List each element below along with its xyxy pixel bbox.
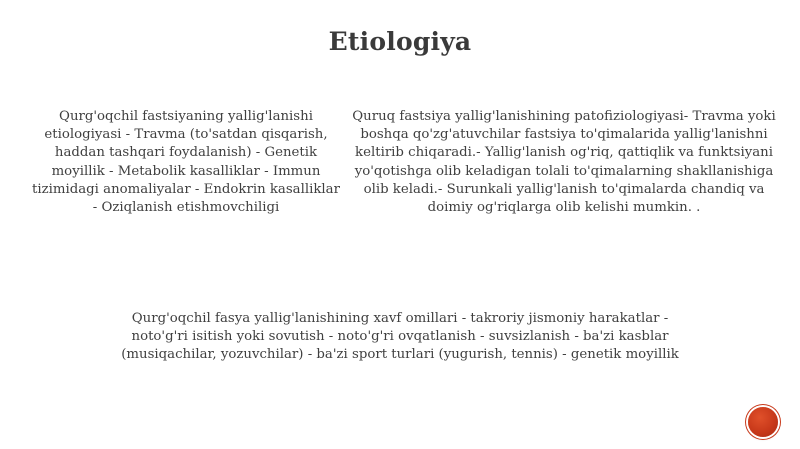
circle-nav-icon[interactable] <box>748 407 778 437</box>
etiology-text-block: Qurg'oqchil fastsiyaning yallig'lanishi etiologiyasi - Travma (to'satdan qisqarish, haddan tashqari foydalanish) - Genetik moyillik - Metabolik kasalliklar - Immun tizimidagi anomaliyalar - Endokrin kasalliklar - Oziqlanish etishmovchiligi <box>32 109 340 216</box>
pathophysiology-text-block: Quruq fastsiya yallig'lanishining patofiziologiyasi- Travma yoki boshqa qo'zg'atuvchilar fastsiya to'qimalarida yallig'lanishni keltirib chiqaradi.- Yallig'lanish og'riq, qattiqlik va funktsiyani yo'qotishga olib keladigan tolali to'qimalarning shakllanishiga olib keladi.- Surunkali yallig'lanish to'qimalarda chandiq va doimiy og'riqlarga olib kelishi mumkin. . <box>352 109 776 216</box>
risk-factors-text-block: Qurg'oqchil fasya yallig'lanishining xavf omillari - takroriy jismoniy harakatlar - noto'g'ri isitish yoki sovutish - noto'g'ri ovqatlanish - suvsizlanish - ba'zi kasblar (musiqachilar, yozuvchilar) - ba'zi sport turlari (yugurish, tennis) - genetik moyillik <box>121 311 679 363</box>
slide-title: Etiologiya <box>328 27 472 56</box>
